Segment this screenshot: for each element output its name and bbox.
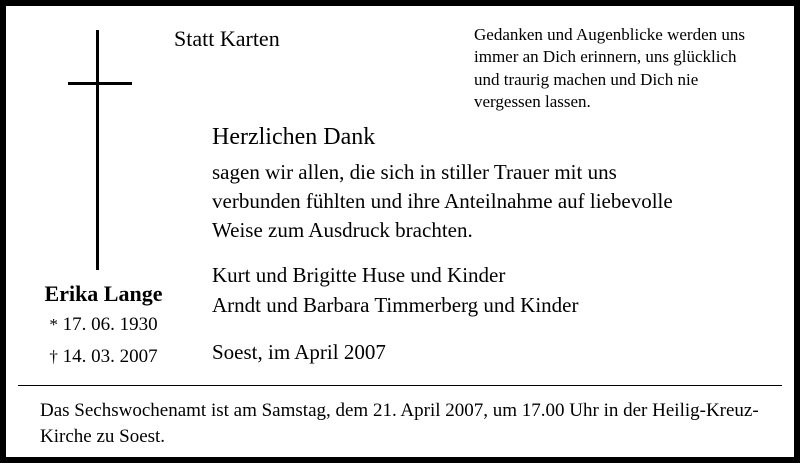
death-symbol: † [49, 346, 58, 366]
footer-divider [18, 385, 782, 386]
death-date: 14. 03. 2007 [62, 345, 158, 367]
card-inner [6, 6, 794, 457]
family-name-line: Kurt und Brigitte Huse und Kinder [212, 263, 506, 287]
cross-horizontal-bar [68, 82, 132, 85]
family-names-block [212, 261, 732, 321]
memorial-verse: Gedanken und Augenblicke werden uns immer an Dich erinnern, uns glücklich und traurig machen und Dich nie vergessen lassen. [474, 25, 745, 112]
footer-note: Das Sechswochenamt ist am Samstag, dem 21. April 2007, um 17.00 Uhr in der Heilig-Kreuz-Kirche zu Soest. [40, 400, 759, 448]
statt-karten-label: Statt Karten [174, 26, 280, 51]
birth-date: 17. 06. 1930 [62, 314, 158, 336]
cross-icon [68, 30, 132, 270]
deceased-info-block [16, 282, 191, 369]
cross-vertical-bar [96, 30, 99, 270]
birth-symbol: * [49, 315, 58, 335]
family-name-line: Arndt und Barbara Timmerberg und Kinder [212, 292, 579, 317]
birth-date-line [16, 312, 191, 338]
thanks-heading: Herzlichen Dank [212, 124, 376, 150]
place-and-date: Soest, im April 2007 [212, 340, 386, 364]
death-date-line [16, 344, 191, 370]
deceased-name: Erika Lange [44, 281, 163, 306]
thanks-body-text: sagen wir allen, die sich in stiller Trauer mit uns verbunden fühlten und ihre Anteilnahme auf liebevolle Weise zum Ausdruck brachten. [212, 160, 673, 242]
